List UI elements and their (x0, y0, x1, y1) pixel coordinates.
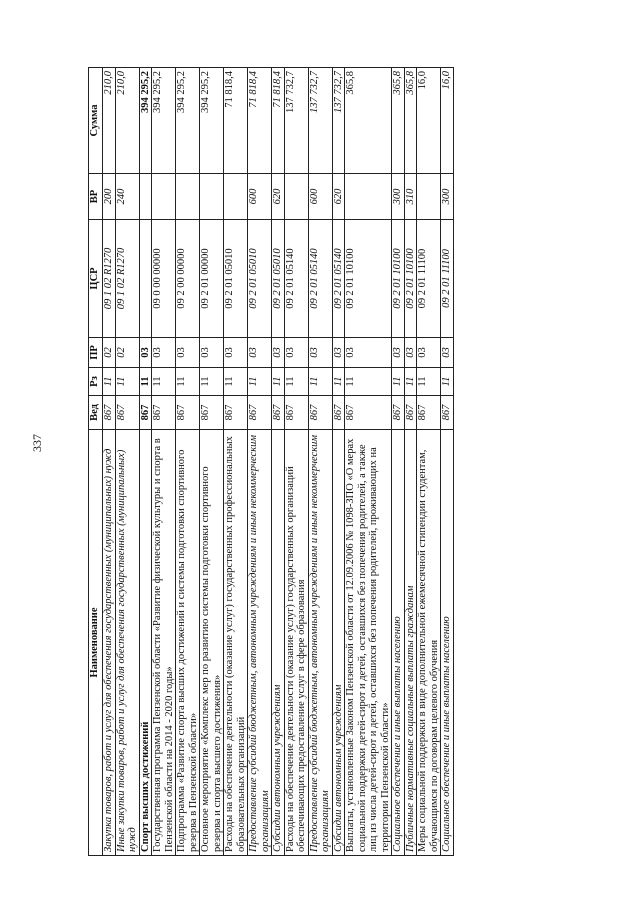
cell-sum: 210,0 (115, 68, 139, 174)
cell-pr: 03 (176, 338, 200, 368)
cell-ved: 867 (284, 396, 308, 430)
table-row (139, 68, 152, 856)
cell-csr: 09 2 01 05010 (224, 220, 248, 338)
cell-name: Предоставление субсидий бюджетным, автономным учреждениям и иным некоммерческим организациям (308, 430, 332, 856)
table-header-row (89, 68, 103, 856)
header-ved: Вед (89, 396, 103, 430)
cell-sum: 137 732,7 (308, 68, 332, 174)
cell-sum: 394 295,2 (176, 68, 200, 174)
cell-ved: 867 (417, 396, 441, 430)
table-row (248, 68, 272, 856)
table-row (284, 68, 308, 856)
cell-name: Предоставление субсидий бюджетным, автономным учреждениям и иным некоммерческим организациям (248, 430, 272, 856)
cell-csr: 09 2 01 11100 (417, 220, 441, 338)
cell-pr: 03 (272, 338, 285, 368)
cell-vr (284, 174, 308, 220)
budget-table (88, 67, 454, 856)
cell-pr: 03 (308, 338, 332, 368)
header-pr: ПР (89, 338, 103, 368)
cell-csr: 09 2 00 00000 (176, 220, 200, 338)
cell-pr: 03 (200, 338, 224, 368)
cell-ved: 867 (308, 396, 332, 430)
cell-name: Иные закупки товаров, работ и услуг для обеспечения государственных (муниципальных) нужд (115, 430, 139, 856)
cell-sum: 365,8 (392, 68, 405, 174)
cell-rz: 11 (417, 368, 441, 396)
cell-vr: 200 (103, 174, 116, 220)
cell-vr: 310 (404, 174, 417, 220)
cell-rz: 11 (224, 368, 248, 396)
cell-name: Социальное обеспечение и иные выплаты населению (392, 430, 405, 856)
cell-ved: 867 (103, 396, 116, 430)
cell-rz: 11 (152, 368, 176, 396)
cell-name: Основное мероприятие «Комплекс мер по развитию системы подготовки спортивного резерва и спорта высшего достижения» (200, 430, 224, 856)
cell-pr: 03 (224, 338, 248, 368)
cell-vr (417, 174, 441, 220)
cell-vr: 300 (441, 174, 454, 220)
cell-vr: 620 (272, 174, 285, 220)
table-row (345, 68, 392, 856)
table-row (392, 68, 405, 856)
cell-rz: 11 (248, 368, 272, 396)
cell-pr: 03 (417, 338, 441, 368)
cell-csr: 09 2 01 05140 (284, 220, 308, 338)
cell-vr (345, 174, 392, 220)
cell-rz: 11 (115, 368, 139, 396)
cell-csr: 09 2 01 05140 (308, 220, 332, 338)
table-row (404, 68, 417, 856)
cell-pr: 03 (152, 338, 176, 368)
cell-ved: 867 (392, 396, 405, 430)
table-row (308, 68, 332, 856)
cell-name: Социальное обеспечение и иные выплаты населению (441, 430, 454, 856)
cell-ved: 867 (272, 396, 285, 430)
cell-csr: 09 2 01 11100 (441, 220, 454, 338)
cell-rz: 11 (308, 368, 332, 396)
cell-sum: 137 732,7 (332, 68, 345, 174)
cell-name: Расходы на обеспечение деятельности (оказание услуг) государственных организаций обеспечивающих предоставление услуг в сфере образования (284, 430, 308, 856)
cell-pr: 03 (332, 338, 345, 368)
cell-sum: 71 818,4 (224, 68, 248, 174)
cell-csr: 09 2 01 00000 (200, 220, 224, 338)
header-vr: ВР (89, 174, 103, 220)
cell-rz: 11 (200, 368, 224, 396)
cell-csr: 09 2 01 10100 (404, 220, 417, 338)
header-name: Наименование (89, 430, 103, 856)
cell-pr: 03 (248, 338, 272, 368)
cell-vr: 620 (332, 174, 345, 220)
cell-vr: 240 (115, 174, 139, 220)
cell-vr (139, 174, 152, 220)
header-sum: Сумма (89, 68, 103, 174)
table-row (417, 68, 441, 856)
cell-pr: 03 (392, 338, 405, 368)
cell-name: Меры социальной поддержки в виде дополнительной ежемесячной стипендии студентам, обучающимся по договорам целевого обучения (417, 430, 441, 856)
cell-ved: 867 (332, 396, 345, 430)
cell-ved: 867 (345, 396, 392, 430)
cell-vr (176, 174, 200, 220)
cell-sum: 365,8 (345, 68, 392, 174)
cell-sum: 71 818,4 (248, 68, 272, 174)
cell-rz: 11 (272, 368, 285, 396)
header-rz: Рз (89, 368, 103, 396)
cell-vr (224, 174, 248, 220)
cell-csr: 09 1 02 R1270 (103, 220, 116, 338)
cell-csr: 09 2 01 05010 (272, 220, 285, 338)
table-row (332, 68, 345, 856)
table-row (176, 68, 200, 856)
cell-rz: 11 (139, 368, 152, 396)
cell-rz: 11 (176, 368, 200, 396)
cell-pr: 03 (404, 338, 417, 368)
cell-vr: 600 (308, 174, 332, 220)
cell-vr: 600 (248, 174, 272, 220)
cell-sum: 394 295,2 (139, 68, 152, 174)
cell-pr: 02 (115, 338, 139, 368)
cell-ved: 867 (139, 396, 152, 430)
cell-vr (200, 174, 224, 220)
cell-sum: 16,0 (417, 68, 441, 174)
cell-sum: 137 732,7 (284, 68, 308, 174)
cell-ved: 867 (152, 396, 176, 430)
cell-ved: 867 (441, 396, 454, 430)
cell-rz: 11 (103, 368, 116, 396)
cell-csr: 09 2 01 10100 (345, 220, 392, 338)
cell-csr: 09 1 02 R1270 (115, 220, 139, 338)
cell-rz: 11 (284, 368, 308, 396)
table-row (152, 68, 176, 856)
cell-ved: 867 (404, 396, 417, 430)
cell-name: Подпрограмма «Развитие спорта высших достижений и системы подготовки спортивного резерва в Пензенской области» (176, 430, 200, 856)
cell-sum: 394 295,2 (152, 68, 176, 174)
table-row (441, 68, 454, 856)
cell-rz: 11 (441, 368, 454, 396)
page-number: 337 (30, 434, 44, 452)
cell-sum: 394 295,2 (200, 68, 224, 174)
cell-vr: 300 (392, 174, 405, 220)
cell-name: Расходы на обеспечение деятельности (оказание услуг) государственных профессиональных образовательных организаций (224, 430, 248, 856)
cell-sum: 16,0 (441, 68, 454, 174)
cell-csr: 09 2 01 10100 (392, 220, 405, 338)
header-csr: ЦСР (89, 220, 103, 338)
cell-name: Публичные нормативные социальные выплаты гражданам (404, 430, 417, 856)
cell-name: Государственная программа Пензенской области «Развитие физической культуры и спорта в Пензенской области на 2014 - 2020 годы» (152, 430, 176, 856)
cell-name: Субсидии автономным учреждениям (332, 430, 345, 856)
table-row (272, 68, 285, 856)
cell-csr: 09 2 01 05140 (332, 220, 345, 338)
cell-name: Закупка товаров, работ и услуг для обеспечения государственных (муниципальных) нужд (103, 430, 116, 856)
cell-rz: 11 (392, 368, 405, 396)
cell-name: Спорт высших достижений (139, 430, 152, 856)
cell-pr: 02 (103, 338, 116, 368)
cell-ved: 867 (115, 396, 139, 430)
cell-rz: 11 (345, 368, 392, 396)
cell-pr: 03 (345, 338, 392, 368)
cell-rz: 11 (404, 368, 417, 396)
table-row (115, 68, 139, 856)
cell-ved: 867 (200, 396, 224, 430)
table-row (224, 68, 248, 856)
table-body (103, 68, 454, 856)
rotated-table-container (88, 68, 576, 856)
cell-csr: 09 2 01 05010 (248, 220, 272, 338)
cell-sum: 210,0 (103, 68, 116, 174)
cell-name: Субсидии автономным учреждениям (272, 430, 285, 856)
cell-csr: 09 0 00 00000 (152, 220, 176, 338)
table-row (103, 68, 116, 856)
cell-pr: 03 (284, 338, 308, 368)
cell-pr: 03 (441, 338, 454, 368)
cell-pr: 03 (139, 338, 152, 368)
cell-rz: 11 (332, 368, 345, 396)
cell-ved: 867 (248, 396, 272, 430)
cell-ved: 867 (224, 396, 248, 430)
cell-sum: 71 818,4 (272, 68, 285, 174)
cell-vr (152, 174, 176, 220)
cell-name: Выплаты, установленные Законом Пензенской области от 12.09.2006 № 1098-ЗПО «О мерах социальной поддержки детей-сирот и детей, оставшихся без попечения родителей, а также лиц из числа детей-сирот и детей, оставшихся без попечения родителей, проживающих на территории Пензенской области» (345, 430, 392, 856)
table-row (200, 68, 224, 856)
cell-sum: 365,8 (404, 68, 417, 174)
cell-csr (139, 220, 152, 338)
cell-ved: 867 (176, 396, 200, 430)
